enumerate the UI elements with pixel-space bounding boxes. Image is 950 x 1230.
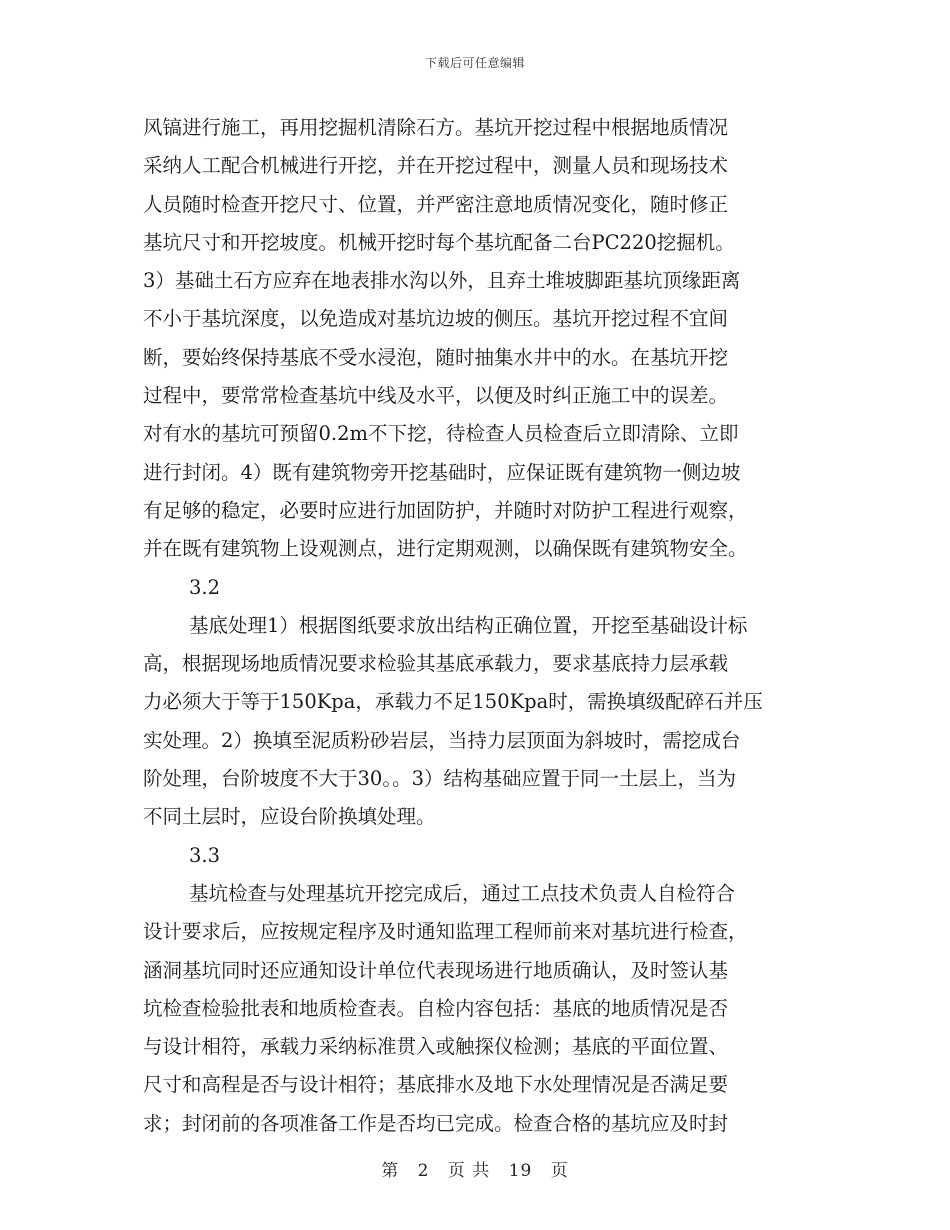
text-line: 不同土层时，应设台阶换填处理。 bbox=[143, 805, 436, 829]
section-number-3-2: 3.2 bbox=[189, 575, 221, 599]
text-line: 人员随时检查开挖尺寸、位置，并严密注意地质情况变化，随时修正 bbox=[143, 192, 729, 216]
text-line: 求；封闭前的各项准备工作是否均已完成。检查合格的基坑应及时封 bbox=[143, 1111, 729, 1135]
document-body bbox=[143, 109, 813, 1143]
section-3-3-paragraph bbox=[143, 875, 813, 1143]
text-line: 风镐进行施工，再用挖掘机清除石方。基坑开挖过程中根据地质情况 bbox=[143, 116, 729, 139]
paragraph-continuation bbox=[143, 109, 813, 569]
text-line: 采纳人工配合机械进行开挖，并在开挖过程中，测量人员和现场技术 bbox=[143, 154, 729, 178]
header-note: 下载后可任意编辑 bbox=[424, 56, 525, 70]
text-line: 力必须大于等于150Kpa，承载力不足150Kpa时，需换填级配碎石并压 bbox=[143, 690, 763, 714]
section-3-2-paragraph bbox=[143, 607, 813, 837]
text-line: 基坑尺寸和开挖坡度。机械开挖时每个基坑配备二台PC220挖掘机。 bbox=[143, 230, 735, 254]
footer-page-number: 2 bbox=[417, 1161, 430, 1181]
text-line: 3）基础土石方应弃在地表排水沟以外，且弃土堆坡脚距基坑顶缘距离 bbox=[143, 269, 741, 293]
text-line: 尺寸和高程是否与设计相符；基底排水及地下水处理情况是否满足要 bbox=[143, 1073, 729, 1097]
footer-prefix: 第 bbox=[381, 1161, 400, 1181]
text-line: 阶处理，台阶坡度不大于30。。3）结构基础应置于同一土层上，当为 bbox=[143, 767, 736, 791]
page-header bbox=[0, 54, 950, 71]
footer-total-pages: 19 bbox=[508, 1161, 533, 1181]
text-line: 高，根据现场地质情况要求检验其基底承载力，要求基底持力层承载 bbox=[143, 652, 729, 676]
text-line: 坑检查检验批表和地质检查表。自检内容包括：基底的地质情况是否 bbox=[143, 996, 729, 1020]
footer-suffix: 页 bbox=[550, 1161, 569, 1181]
text-line: 并在既有建筑物上设观测点，进行定期观测，以确保既有建筑物安全。 bbox=[143, 537, 748, 561]
page-footer bbox=[0, 1156, 950, 1181]
text-line: 过程中，要常常检查基坑中线及水平，以便及时纠正施工中的误差。 bbox=[143, 384, 729, 408]
text-line: 进行封闭。4）既有建筑物旁开挖基础时，应保证既有建筑物一侧边坡 bbox=[143, 460, 741, 484]
text-line: 不小于基坑深度，以免造成对基坑边坡的侧压。基坑开挖过程不宜间 bbox=[143, 307, 729, 331]
text-line: 有足够的稳定，必要时应进行加固防护，并随时对防护工程进行观察， bbox=[143, 498, 748, 522]
text-line: 对有水的基坑可预留0.2m不下挖，待检查人员检查后立即清除、立即 bbox=[143, 422, 739, 446]
text-line: 与设计相符，承载力采纳标准贯入或触探仪检测；基底的平面位置、 bbox=[143, 1035, 729, 1059]
text-line: 断，要始终保持基底不受水浸泡，随时抽集水井中的水。在基坑开挖 bbox=[143, 345, 729, 369]
footer-middle: 页 共 bbox=[447, 1161, 491, 1181]
text-line: 设计要求后，应按规定程序及时通知监理工程师前来对基坑进行检查， bbox=[143, 920, 748, 944]
text-line: 涵洞基坑同时还应通知设计单位代表现场进行地质确认，及时签认基 bbox=[143, 958, 729, 982]
text-line: 基坑检查与处理基坑开挖完成后，通过工点技术负责人自检符合 bbox=[189, 881, 736, 905]
text-line: 实处理。2）换填至泥质粉砂岩层，当持力层顶面为斜坡时，需挖成台 bbox=[143, 728, 741, 752]
section-number-3-3: 3.3 bbox=[189, 843, 221, 867]
text-line: 基底处理1）根据图纸要求放出结构正确位置，开挖至基础设计标 bbox=[189, 613, 748, 637]
